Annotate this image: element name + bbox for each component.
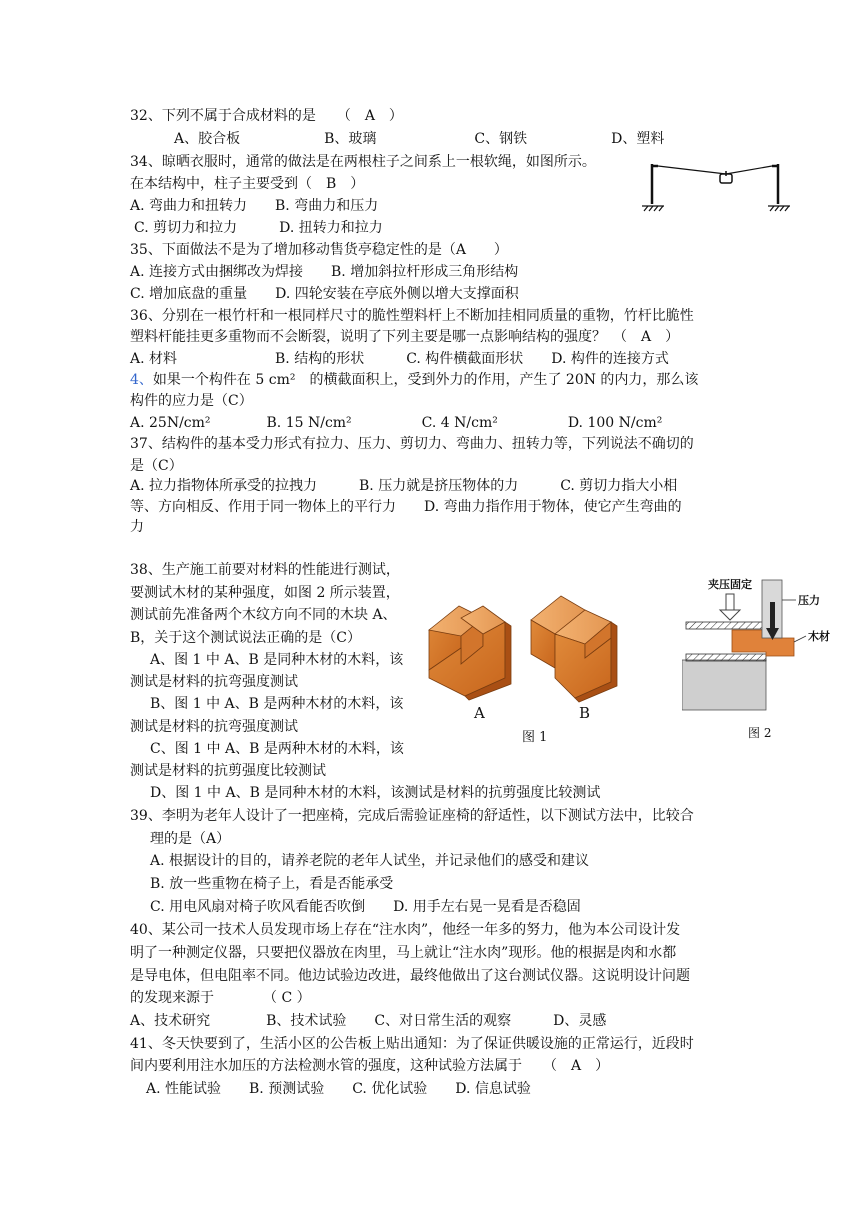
q34-options-1: A. 弯曲力和扭转力 B. 弯曲力和压力	[130, 198, 379, 214]
block-b-label: B	[579, 704, 591, 722]
q41-options: A. 性能试验 B. 预测试验 C. 优化试验 D. 信息试验	[146, 1081, 531, 1097]
block-b	[531, 596, 617, 702]
q35-options-1: A. 连接方式由捆绑改为焊接 B. 增加斜拉杆形成三角形结构	[130, 264, 519, 280]
q39-options-cd: C. 用电风扇对椅子吹风看能否吹倒 D. 用手左右晃一晃看是否稳固	[150, 899, 581, 915]
q39-option-a: A. 根据设计的目的，请养老院的老年人试坐，并记录他们的感受和建议	[150, 853, 590, 869]
q38-option-c-2: 测试是材料的抗剪强度比较测试	[130, 763, 326, 779]
q32-options: A、胶合板 B、玻璃 C、钢铁 D、塑料	[174, 131, 665, 147]
q37-options-1: A. 拉力指物体所承受的拉拽力 B. 压力就是挤压物体的力 C. 剪切力指大小相	[130, 478, 678, 494]
figure-1-caption: 图 1	[522, 730, 548, 745]
q4-stem-1	[130, 370, 698, 390]
q36-options: A. 材料 B. 结构的形状 C. 构件横截面形状 D. 构件的连接方式	[130, 351, 669, 367]
q40-stem-4: 的发现来源于 （ C ）	[130, 990, 311, 1006]
q38-option-a-1: A、图 1 中 A、B 是同种木材的木料，该	[150, 652, 404, 668]
q38-option-b-2: 测试是材料的抗弯强度测试	[130, 719, 298, 735]
q40-stem-1: 40、某公司一技术人员发现市场上存在“注水肉”，他经一年多的努力，他为本公司设计发	[130, 922, 681, 938]
q4-stem-text: 如果一个构件在 5 cm² 的横截面积上，受到外力的作用，产生了 20N 的内力，那么该	[152, 372, 699, 388]
clamp-label: 夹压固定	[708, 578, 752, 591]
q4-options: A. 25N/cm² B. 15 N/cm² C. 4 N/cm² D. 100 N/cm²	[130, 415, 663, 431]
clothesline-figure	[636, 150, 796, 215]
q39-option-b: B. 放一些重物在椅子上，看是否能承受	[150, 876, 394, 892]
q40-stem-3: 是导电体，但电阻率不同。他边试验边改进，最终他做出了这台测试仪器。这说明设计问题	[130, 968, 690, 984]
q37-stem-2: 是（C）	[130, 458, 183, 474]
block-a-label: A	[474, 704, 485, 722]
q38-stem-4: B，关于这个测试说法正确的是（C）	[130, 630, 361, 646]
q39-stem-1: 39、李明为老年人设计了一把座椅，完成后需验证座椅的舒适性，以下测试方法中，比较合	[130, 808, 694, 824]
q35-stem: 35、下面做法不是为了增加移动售货亭稳定性的是（A ）	[130, 242, 508, 258]
q4-number: 4、	[130, 372, 153, 388]
wood-blocks-figure	[425, 578, 635, 703]
q37-stem-1: 37、结构件的基本受力形式有拉力、压力、剪切力、弯曲力、扭转力等，下列说法不确切的	[130, 436, 694, 452]
force-label: 压力	[798, 594, 820, 607]
q38-option-d: D、图 1 中 A、B 是同种木材的木料，该测试是材料的抗剪强度比较测试	[150, 785, 601, 801]
block-a	[429, 606, 511, 700]
q34-stem-1: 34、晾晒衣服时，通常的做法是在两根柱子之间系上一根软绳，如图所示。	[130, 154, 596, 170]
q4-stem-2: 构件的应力是（C）	[130, 393, 253, 409]
q36-stem-2: 塑料杆能挂更多重物而不会断裂，说明了下列主要是哪一点影响结构的强度？ （ A ）	[130, 329, 680, 345]
q40-options: A、技术研究 B、技术试验 C、对日常生活的观察 D、灵感	[130, 1013, 607, 1029]
figure-2-caption: 图 2	[748, 726, 772, 740]
q38-option-a-2: 测试是材料的抗弯强度测试	[130, 674, 298, 690]
q38-option-b-1: B、图 1 中 A、B 是两种木材的木料，该	[150, 696, 404, 712]
q37-options-3: 力	[130, 519, 144, 535]
q32-stem: 32、下列不属于合成材料的是 （ A ）	[130, 108, 403, 124]
q36-stem-1: 36、分别在一根竹杆和一根同样尺寸的脆性塑料杆上不断加挂相同质量的重物，竹杆比脆性	[130, 308, 694, 324]
q34-options-2: C. 剪切力和拉力 D. 扭转力和拉力	[134, 220, 383, 236]
q41-stem-1: 41、冬天快要到了，生活小区的公告板上贴出通知：为了保证供暖设施的正常运行，近段时	[130, 1036, 694, 1052]
q38-option-c-1: C、图 1 中 A、B 是两种木材的木料，该	[150, 741, 404, 757]
q34-stem-2: 在本结构中，柱子主要受到（ B ）	[130, 176, 365, 192]
q40-stem-2: 明了一种测定仪器，只要把仪器放在肉里，马上就让“注水肉”现形。他的根据是肉和水都	[130, 945, 677, 961]
q39-stem-2: 理的是（A）	[150, 831, 231, 847]
q38-stem-1: 38、生产施工前要对材料的性能进行测试，	[130, 562, 400, 578]
q41-stem-2: 间内要利用注水加压的方法检测水管的强度，这种试验方法属于 （ A ）	[130, 1058, 610, 1074]
q38-stem-3: 测试前先准备两个木纹方向不同的木块 A、	[130, 607, 397, 623]
q38-stem-2: 要测试木材的某种强度，如图 2 所示装置，	[130, 585, 400, 601]
q35-options-2: C. 增加底盘的重量 D. 四轮安装在亭底外侧以增大支撑面积	[130, 286, 519, 302]
q37-options-2: 等、方向相反、作用于同一物体上的平行力 D. 弯曲力指作用于物体，使它产生弯曲的	[130, 499, 682, 515]
wood-label: 木材	[808, 630, 830, 643]
